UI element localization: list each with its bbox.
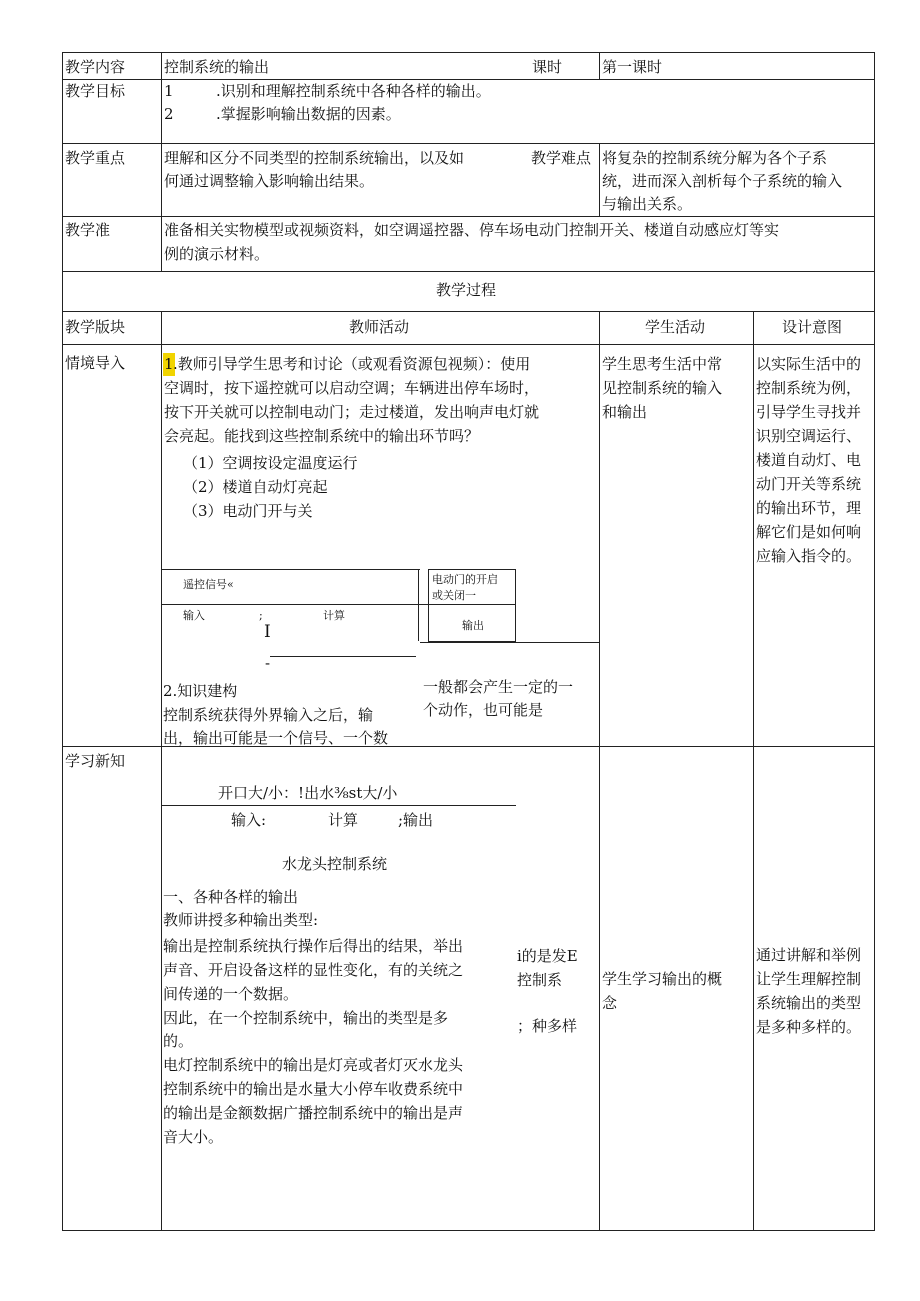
header-teacher: 教师活动: [349, 318, 410, 336]
newknow-side-line: ；种多样: [517, 1017, 578, 1035]
faucet-diagram-top: 开口大/小：!出水⅜st大/小: [218, 784, 398, 802]
objective-number: 2: [164, 105, 174, 123]
knowledge-line: 出，输出可能是一个信号、一个数: [163, 729, 389, 747]
para-line: 控制系统中的输出是水量大小停车收费系统中: [163, 1080, 464, 1098]
intro-item-number: 1: [163, 353, 175, 376]
diagram-line: [420, 642, 599, 643]
faucet-diagram-line: [162, 805, 516, 806]
period-value: 第一课时: [602, 58, 663, 76]
preparation-line: 例的演示材料。: [164, 245, 270, 263]
newknow-student-line: 念: [602, 994, 618, 1012]
intro-design-line: 控制系统为例，: [756, 379, 862, 397]
intro-example: （3）电动门开与关: [183, 502, 313, 520]
col-divider: [599, 143, 600, 217]
col-divider: [599, 311, 600, 1231]
intro-line: 空调时，按下遥控就可以启动空调；车辆进出停车场时，: [164, 379, 540, 397]
intro-design-line: 的输出环节，理: [756, 499, 862, 517]
diagram-input-label: 输入: [183, 609, 205, 622]
intro-example: （1）空调按设定温度运行: [183, 454, 358, 472]
objective-number: 1: [164, 82, 174, 100]
table-border-left: [62, 52, 63, 1231]
row-divider: [62, 216, 875, 217]
intro-design-line: 解它们是如何响: [756, 523, 862, 541]
intro-example: （2）楼道自动灯亮起: [183, 478, 328, 496]
table-border-top: [62, 52, 875, 53]
knowledge-title: 2.知识建构: [163, 682, 238, 700]
difficulty-line: 统，进而深入剖析每个子系统的输入: [602, 172, 843, 190]
row-divider: [62, 271, 875, 272]
diagram-cursor: I: [264, 622, 271, 642]
para-line: 输出是控制系统执行操作后得出的结果，举出: [163, 937, 464, 955]
difficulty-line: 与输出关系。: [602, 195, 693, 213]
faucet-diagram-compute: 计算: [328, 811, 359, 829]
para-line: 的。: [163, 1032, 194, 1050]
key-points-label: 教学重点: [65, 149, 126, 167]
period-label: 课时: [532, 58, 563, 76]
intro-design-line: 楼道自动灯、电: [756, 451, 862, 469]
preparation-line: 准备相关实物模型或视频资料，如空调遥控器、停车场电动门控制开关、楼道自动感应灯等实: [164, 221, 780, 239]
col-divider: [161, 311, 162, 1231]
diagram-separator: ;: [259, 609, 263, 622]
diagram-line: [428, 604, 516, 605]
intro-student-line: 和输出: [602, 403, 648, 421]
intro-block-label: 情境导入: [65, 354, 126, 372]
col-divider: [753, 311, 754, 1231]
diagram-compute-label: 计算: [323, 609, 345, 622]
key-points-line: 理解和区分不同类型的控制系统输出，以及如: [164, 149, 465, 167]
newknow-design-line: 系统输出的类型: [756, 994, 862, 1012]
diagram-line: [418, 569, 419, 641]
faucet-diagram-input: 输入:: [231, 811, 267, 829]
diagram-line: [162, 569, 420, 570]
intro-design-line: 识别空调运行、: [756, 427, 862, 445]
row-divider: [62, 143, 875, 144]
difficulty-line: 将复杂的控制系统分解为各个子系: [602, 149, 828, 167]
newknow-design-line: 是多种多样的。: [756, 1018, 862, 1036]
diagram-door-label: 或关闭一: [432, 589, 476, 602]
knowledge-side-line: 一般都会产生一定的一: [423, 678, 574, 696]
intro-student-line: 学生思考生活中常: [602, 355, 723, 373]
newknow-student-line: 学生学习输出的概: [602, 970, 723, 988]
diagram-output-label: 输出: [462, 619, 484, 632]
intro-student-line: 见控制系统的输入: [602, 379, 723, 397]
col-divider: [161, 52, 162, 271]
intro-design-line: 应输入指令的。: [756, 547, 862, 565]
diagram-door-label: 电动门的开启: [432, 573, 498, 586]
content-label: 教学内容: [65, 58, 126, 76]
preparation-label: 教学准: [65, 221, 111, 239]
para-line: 电灯控制系统中的输出是灯亮或者灯灭水龙头: [163, 1056, 464, 1074]
diagram-line: [162, 604, 428, 605]
objective-text: .掌握影响输出数据的因素。: [216, 105, 401, 123]
intro-line: 按下开关就可以控制电动门；走过楼道，发出响声电灯就: [164, 403, 540, 421]
para-line: 的输出是金额数据广播控制系统中的输出是声: [163, 1104, 464, 1122]
intro-line: .教师引导学生思考和讨论（或观看资源包视频）：使用: [173, 355, 531, 373]
header-student: 学生活动: [645, 318, 706, 336]
newknow-side-line: i的是发E: [517, 947, 578, 965]
objectives-label: 教学目标: [65, 82, 126, 100]
intro-design-line: 以实际生活中的: [756, 355, 862, 373]
header-block: 教学版块: [65, 318, 126, 336]
newknow-design-line: 通过讲解和举例: [756, 946, 862, 964]
difficulty-label: 教学难点: [531, 149, 592, 167]
newknow-design-line: 让学生理解控制: [756, 970, 862, 988]
header-design: 设计意图: [782, 318, 843, 336]
knowledge-line: 控制系统获得外界输入之后，输: [163, 706, 374, 724]
diagram-line: [270, 656, 416, 657]
key-points-line: 何通过调整输入影响输出结果。: [164, 172, 375, 190]
col-divider: [599, 52, 600, 80]
para-line: 声音、开启设备这样的显性变化，有的关统之: [163, 961, 464, 979]
intro-design-line: 引导学生寻找并: [756, 403, 862, 421]
newknow-side-line: 控制系: [517, 971, 563, 989]
newknow-block-label: 学习新知: [65, 752, 126, 770]
process-title: 教学过程: [436, 281, 497, 299]
faucet-diagram-output: ;输出: [398, 811, 434, 829]
diagram-dash: -: [265, 654, 271, 672]
intro-line: 会亮起。能找到这些控制系统中的输出环节吗？: [164, 427, 480, 445]
section-title: 一、各种各样的输出: [163, 888, 299, 906]
para-line: 因此，在一个控制系统中，输出的类型是多: [163, 1009, 449, 1027]
knowledge-side-line: 个动作，也可能是: [423, 701, 544, 719]
objective-text: .识别和理解控制系统中各种各样的输出。: [216, 82, 491, 100]
topic-text: 控制系统的输出: [164, 58, 270, 76]
intro-design-line: 动门开关等系统: [756, 475, 862, 493]
faucet-caption: 水龙头控制系统: [282, 855, 388, 873]
section-intro: 教师讲授多种输出类型:: [163, 911, 319, 929]
para-line: 音大小。: [163, 1128, 224, 1146]
table-border-right: [874, 52, 875, 1231]
para-line: 间传递的一个数据。: [163, 985, 299, 1003]
diagram-signal-label: 遥控信号«: [183, 578, 234, 591]
